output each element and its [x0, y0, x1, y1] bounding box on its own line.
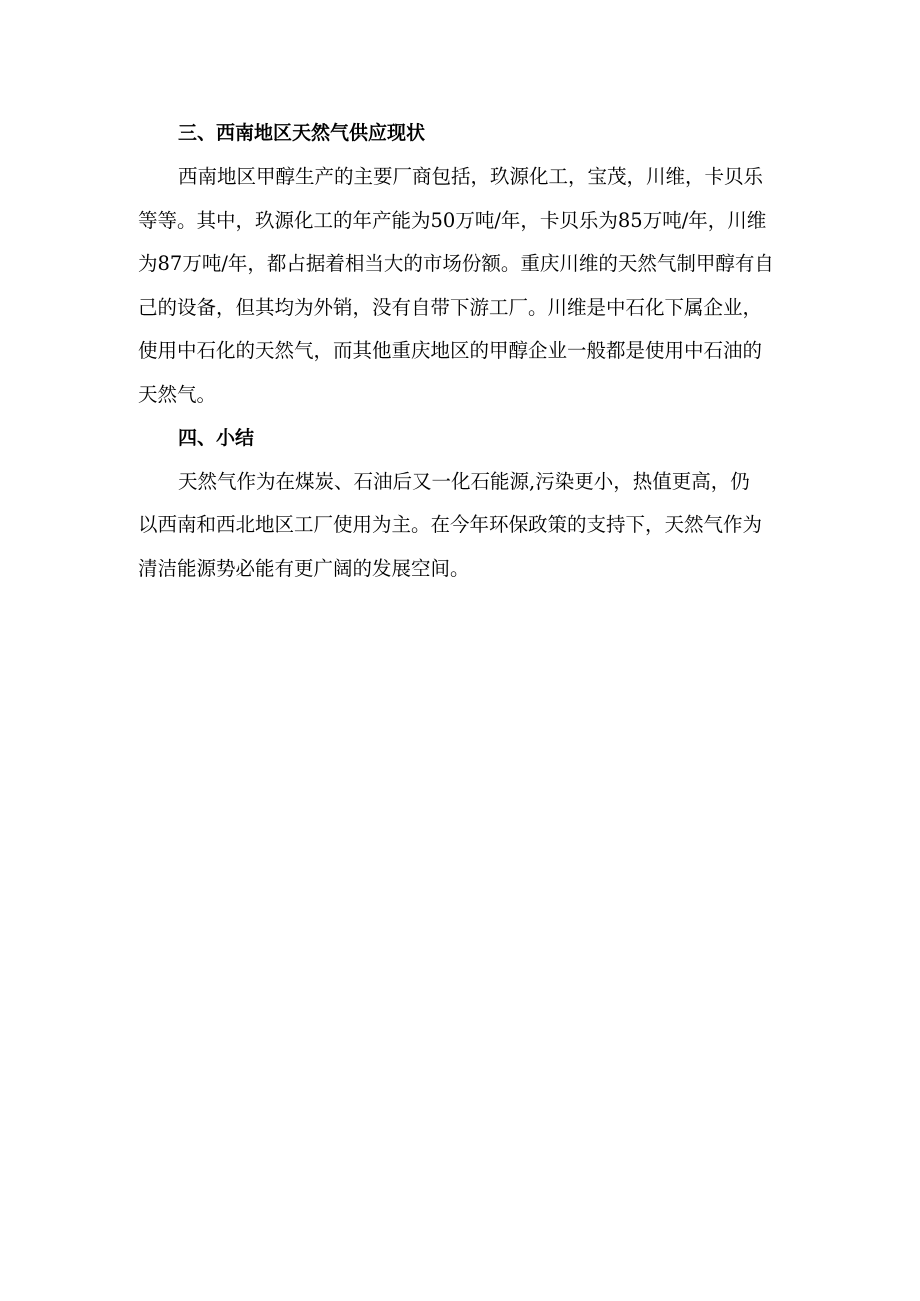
section-heading-southwest-gas-supply: 三、西南地区天然气供应现状 [178, 122, 426, 144]
paragraph-line: 等等。其中，玖源化工的年产能为50万吨/年，卡贝乐为85万吨/年，川维 [138, 208, 767, 232]
paragraph-southwest-methanol [138, 155, 778, 417]
paragraph-line: 天然气。 [138, 382, 217, 406]
paragraph-line: 为87万吨/年，都占据着相当大的市场份额。重庆川维的天然气制甲醇有自 [138, 252, 774, 276]
paragraph-line: 以西南和西北地区工厂使用为主。在今年环保政策的支持下，天然气作为 [138, 513, 763, 537]
paragraph-line: 西南地区甲醇生产的主要厂商包括，玖源化工，宝茂，川维，卡贝乐 [178, 165, 764, 188]
paragraph-line: 天然气作为在煤炭、石油后又一化石能源,污染更小，热值更高，仍 [178, 469, 750, 493]
paragraph-line: 己的设备，但其均为外销，没有自带下游工厂。川维是中石化下属企业， [138, 295, 763, 319]
section-heading-summary: 四、小结 [178, 426, 255, 449]
document-body [138, 112, 778, 590]
paragraph-line: 清洁能源势必能有更广阔的发展空间。 [138, 556, 470, 580]
paragraph-line: 使用中石化的天然气，而其他重庆地区的甲醇企业一般都是使用中石油的 [138, 339, 763, 363]
paragraph-summary [138, 460, 778, 591]
